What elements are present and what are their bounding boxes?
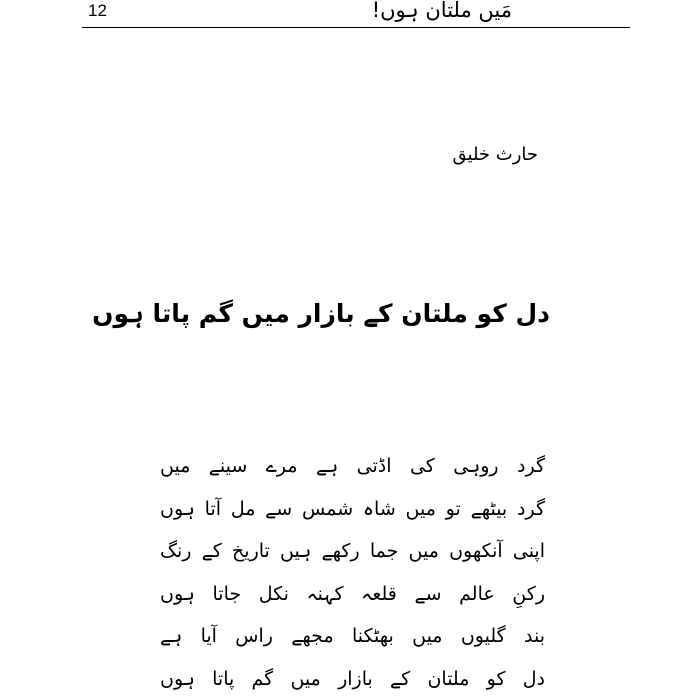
- author-name: حارث خلیق: [452, 144, 538, 165]
- verse-line: گرد بیٹھے تو میں شاہ شمس سے مل آتا ہوں: [160, 497, 545, 520]
- verse-line: اپنی آنکھوں میں جما رکھے ہیں تاریخ کے رنگ: [160, 540, 545, 562]
- header-divider: [82, 27, 630, 28]
- verse-line: گرد روہی کی اڈتی ہے مرے سینے میں: [160, 455, 545, 477]
- verse-line: رکنِ عالم سے قلعہ کہنہ نکل جاتا ہوں: [160, 582, 545, 605]
- running-title: مَیں ملتان ہوں!: [371, 0, 512, 22]
- page-header: [82, 0, 630, 24]
- page-number: 12: [88, 1, 107, 20]
- verse-line: بند گلیوں میں بھٹکنا مجھے راس آیا ہے: [160, 625, 545, 647]
- verse-line: دل کو ملتان کے بازار میں گم پاتا ہوں: [160, 667, 545, 690]
- poem-verses: [160, 447, 545, 700]
- poem-title: دل کو ملتان کے بازار میں گم پاتا ہوں: [92, 299, 550, 328]
